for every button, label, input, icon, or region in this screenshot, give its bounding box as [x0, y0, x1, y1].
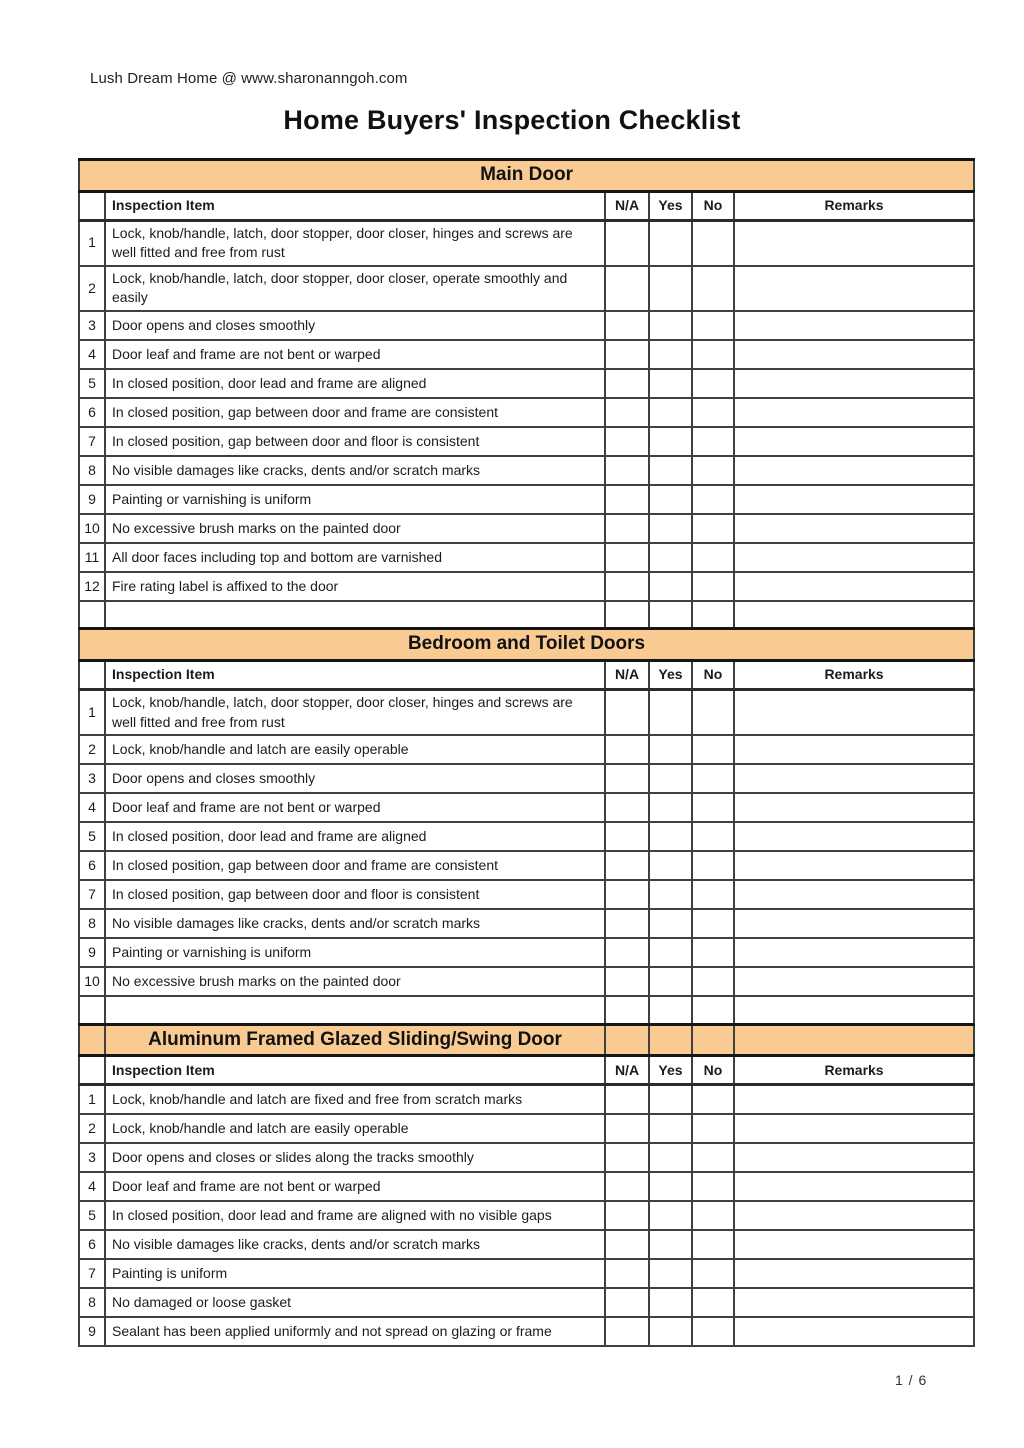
no-checkbox-cell[interactable]: [692, 909, 734, 938]
remarks-input-cell[interactable]: [734, 601, 974, 629]
remarks-input-cell[interactable]: [734, 996, 974, 1024]
checklist-row: [79, 764, 974, 793]
row-number: 3: [79, 764, 105, 793]
na-checkbox-cell[interactable]: [605, 1172, 649, 1201]
remarks-input-cell[interactable]: [734, 938, 974, 967]
no-checkbox-cell[interactable]: [692, 938, 734, 967]
row-number: 8: [79, 456, 105, 485]
yes-checkbox-cell[interactable]: [649, 1230, 692, 1259]
column-header-row: [79, 1056, 974, 1085]
na-checkbox-cell[interactable]: [605, 1230, 649, 1259]
remarks-input-cell[interactable]: [734, 266, 974, 311]
yes-checkbox-cell[interactable]: [649, 572, 692, 601]
inspection-item-text: Painting or varnishing is uniform: [105, 485, 605, 514]
no-checkbox-cell[interactable]: [692, 996, 734, 1024]
na-checkbox-cell[interactable]: [605, 340, 649, 369]
checklist-row: [79, 456, 974, 485]
checklist-row: [79, 822, 974, 851]
row-number: 10: [79, 514, 105, 543]
row-number: 8: [79, 1288, 105, 1317]
column-header-inspection-item: Inspection Item: [105, 1056, 605, 1085]
inspection-item-text: Door leaf and frame are not bent or warped: [105, 340, 605, 369]
na-checkbox-cell[interactable]: [605, 690, 649, 736]
yes-checkbox-cell[interactable]: [649, 1288, 692, 1317]
row-number: 4: [79, 1172, 105, 1201]
column-header-na: N/A: [605, 661, 649, 690]
yes-checkbox-cell[interactable]: [649, 456, 692, 485]
checklist-row: [79, 369, 974, 398]
na-checkbox-cell[interactable]: [605, 909, 649, 938]
checklist-row: [79, 880, 974, 909]
na-checkbox-cell[interactable]: [605, 880, 649, 909]
inspection-item-text: Lock, knob/handle, latch, door stopper, door closer, hinges and screws are well fitted and free from rust: [105, 690, 605, 736]
column-header-remarks: Remarks: [734, 661, 974, 690]
section-title: Main Door: [79, 160, 974, 192]
remarks-input-cell[interactable]: [734, 514, 974, 543]
inspection-item-text: [105, 996, 605, 1024]
inspection-item-text: Lock, knob/handle and latch are fixed and free from scratch marks: [105, 1085, 605, 1114]
inspection-item-text: All door faces including top and bottom are varnished: [105, 543, 605, 572]
inspection-item-text: No excessive brush marks on the painted door: [105, 967, 605, 996]
no-checkbox-cell[interactable]: [692, 485, 734, 514]
remarks-input-cell[interactable]: [734, 340, 974, 369]
inspection-item-text: Door leaf and frame are not bent or warped: [105, 793, 605, 822]
section-header-row: [79, 629, 974, 661]
no-checkbox-cell[interactable]: [692, 1114, 734, 1143]
row-number: 6: [79, 851, 105, 880]
row-number: 9: [79, 485, 105, 514]
no-checkbox-cell[interactable]: [692, 1085, 734, 1114]
row-number: 8: [79, 909, 105, 938]
na-checkbox-cell[interactable]: [605, 220, 649, 266]
checklist-row: [79, 1259, 974, 1288]
na-checkbox-cell[interactable]: [605, 601, 649, 629]
na-checkbox-cell[interactable]: [605, 764, 649, 793]
na-checkbox-cell[interactable]: [605, 1201, 649, 1230]
remarks-input-cell[interactable]: [734, 1230, 974, 1259]
remarks-input-cell[interactable]: [734, 311, 974, 340]
empty-row: [79, 601, 974, 629]
remarks-input-cell[interactable]: [734, 220, 974, 266]
yes-checkbox-cell[interactable]: [649, 340, 692, 369]
inspection-item-text: In closed position, door lead and frame are aligned: [105, 822, 605, 851]
inspection-item-text: Door opens and closes smoothly: [105, 311, 605, 340]
checklist-row: [79, 485, 974, 514]
checklist-row: [79, 220, 974, 266]
column-header-number: [79, 1056, 105, 1085]
no-checkbox-cell[interactable]: [692, 690, 734, 736]
section-title: Bedroom and Toilet Doors: [79, 629, 974, 661]
checklist-row: [79, 1317, 974, 1346]
yes-checkbox-cell[interactable]: [649, 1259, 692, 1288]
row-number: 7: [79, 427, 105, 456]
na-checkbox-cell[interactable]: [605, 456, 649, 485]
column-header-na: N/A: [605, 191, 649, 220]
no-checkbox-cell[interactable]: [692, 398, 734, 427]
row-number: 1: [79, 1085, 105, 1114]
na-checkbox-cell[interactable]: [605, 311, 649, 340]
remarks-input-cell[interactable]: [734, 485, 974, 514]
checklist-row: [79, 1143, 974, 1172]
row-number: 10: [79, 967, 105, 996]
remarks-input-cell[interactable]: [734, 543, 974, 572]
na-checkbox-cell[interactable]: [605, 735, 649, 764]
remarks-input-cell[interactable]: [734, 398, 974, 427]
inspection-item-text: Fire rating label is affixed to the door: [105, 572, 605, 601]
checklist-row: [79, 1114, 974, 1143]
no-checkbox-cell[interactable]: [692, 764, 734, 793]
row-number: 4: [79, 340, 105, 369]
column-header-yes: Yes: [649, 661, 692, 690]
yes-checkbox-cell[interactable]: [649, 543, 692, 572]
row-number: 5: [79, 369, 105, 398]
checklist-row: [79, 690, 974, 736]
checklist-row: [79, 1288, 974, 1317]
remarks-input-cell[interactable]: [734, 880, 974, 909]
remarks-input-cell[interactable]: [734, 822, 974, 851]
yes-checkbox-cell[interactable]: [649, 220, 692, 266]
section-band-no-cell: [692, 1024, 734, 1056]
yes-checkbox-cell[interactable]: [649, 1114, 692, 1143]
na-checkbox-cell[interactable]: [605, 266, 649, 311]
no-checkbox-cell[interactable]: [692, 1317, 734, 1346]
row-number: 6: [79, 1230, 105, 1259]
section-band-corner-cell: [79, 1024, 105, 1056]
no-checkbox-cell[interactable]: [692, 572, 734, 601]
no-checkbox-cell[interactable]: [692, 266, 734, 311]
row-number: 9: [79, 1317, 105, 1346]
inspection-item-text: No damaged or loose gasket: [105, 1288, 605, 1317]
checklist-row: [79, 851, 974, 880]
inspection-checklist-table: [78, 158, 975, 1347]
inspection-item-text: No visible damages like cracks, dents and/or scratch marks: [105, 456, 605, 485]
no-checkbox-cell[interactable]: [692, 427, 734, 456]
section-band-yes-cell: [649, 1024, 692, 1056]
checklist-row: [79, 543, 974, 572]
inspection-item-text: Painting or varnishing is uniform: [105, 938, 605, 967]
na-checkbox-cell[interactable]: [605, 514, 649, 543]
inspection-item-text: [105, 601, 605, 629]
no-checkbox-cell[interactable]: [692, 735, 734, 764]
row-number: 3: [79, 1143, 105, 1172]
inspection-item-text: Door leaf and frame are not bent or warped: [105, 1172, 605, 1201]
checklist-row: [79, 340, 974, 369]
column-header-row: [79, 191, 974, 220]
checklist-row: [79, 1085, 974, 1114]
no-checkbox-cell[interactable]: [692, 1172, 734, 1201]
row-number: 7: [79, 1259, 105, 1288]
no-checkbox-cell[interactable]: [692, 1201, 734, 1230]
inspection-item-text: No visible damages like cracks, dents and/or scratch marks: [105, 909, 605, 938]
na-checkbox-cell[interactable]: [605, 1317, 649, 1346]
remarks-input-cell[interactable]: [734, 735, 974, 764]
remarks-input-cell[interactable]: [734, 967, 974, 996]
column-header-no: No: [692, 661, 734, 690]
remarks-input-cell[interactable]: [734, 1288, 974, 1317]
inspection-item-text: Lock, knob/handle and latch are easily operable: [105, 1114, 605, 1143]
na-checkbox-cell[interactable]: [605, 1259, 649, 1288]
yes-checkbox-cell[interactable]: [649, 764, 692, 793]
yes-checkbox-cell[interactable]: [649, 851, 692, 880]
row-number: 2: [79, 266, 105, 311]
remarks-input-cell[interactable]: [734, 1143, 974, 1172]
column-header-number: [79, 661, 105, 690]
checklist-row: [79, 266, 974, 311]
na-checkbox-cell[interactable]: [605, 572, 649, 601]
remarks-input-cell[interactable]: [734, 1172, 974, 1201]
inspection-item-text: No visible damages like cracks, dents and/or scratch marks: [105, 1230, 605, 1259]
yes-checkbox-cell[interactable]: [649, 485, 692, 514]
no-checkbox-cell[interactable]: [692, 601, 734, 629]
inspection-item-text: Lock, knob/handle, latch, door stopper, door closer, operate smoothly and easily: [105, 266, 605, 311]
checklist-row: [79, 793, 974, 822]
remarks-input-cell[interactable]: [734, 1085, 974, 1114]
no-checkbox-cell[interactable]: [692, 793, 734, 822]
remarks-input-cell[interactable]: [734, 1201, 974, 1230]
section-band-na-cell: [605, 1024, 649, 1056]
row-number: 2: [79, 1114, 105, 1143]
remarks-input-cell[interactable]: [734, 1259, 974, 1288]
remarks-input-cell[interactable]: [734, 1114, 974, 1143]
row-number: [79, 601, 105, 629]
row-number: 2: [79, 735, 105, 764]
inspection-item-text: In closed position, door lead and frame are aligned with no visible gaps: [105, 1201, 605, 1230]
row-number: 1: [79, 220, 105, 266]
checklist-row: [79, 1172, 974, 1201]
na-checkbox-cell[interactable]: [605, 1085, 649, 1114]
remarks-input-cell[interactable]: [734, 851, 974, 880]
column-header-inspection-item: Inspection Item: [105, 661, 605, 690]
column-header-inspection-item: Inspection Item: [105, 191, 605, 220]
checklist-row: [79, 514, 974, 543]
no-checkbox-cell[interactable]: [692, 967, 734, 996]
section-title: Aluminum Framed Glazed Sliding/Swing Door: [105, 1024, 605, 1056]
na-checkbox-cell[interactable]: [605, 398, 649, 427]
yes-checkbox-cell[interactable]: [649, 793, 692, 822]
yes-checkbox-cell[interactable]: [649, 266, 692, 311]
checklist-row: [79, 311, 974, 340]
yes-checkbox-cell[interactable]: [649, 735, 692, 764]
no-checkbox-cell[interactable]: [692, 880, 734, 909]
inspection-item-text: No excessive brush marks on the painted door: [105, 514, 605, 543]
yes-checkbox-cell[interactable]: [649, 427, 692, 456]
row-number: 7: [79, 880, 105, 909]
empty-row: [79, 996, 974, 1024]
inspection-item-text: In closed position, gap between door and floor is consistent: [105, 427, 605, 456]
inspection-item-text: Lock, knob/handle, latch, door stopper, door closer, hinges and screws are well fitted and free from rust: [105, 220, 605, 266]
remarks-input-cell[interactable]: [734, 909, 974, 938]
remarks-input-cell[interactable]: [734, 572, 974, 601]
na-checkbox-cell[interactable]: [605, 793, 649, 822]
column-header-yes: Yes: [649, 1056, 692, 1085]
column-header-na: N/A: [605, 1056, 649, 1085]
page-title: Home Buyers' Inspection Checklist: [283, 105, 741, 135]
remarks-input-cell[interactable]: [734, 369, 974, 398]
column-header-no: No: [692, 1056, 734, 1085]
page-number-indicator: 1 / 6: [895, 1372, 928, 1388]
inspection-item-text: Door opens and closes smoothly: [105, 764, 605, 793]
yes-checkbox-cell[interactable]: [649, 514, 692, 543]
inspection-item-text: Lock, knob/handle and latch are easily operable: [105, 735, 605, 764]
row-number: 9: [79, 938, 105, 967]
checklist-row: [79, 1230, 974, 1259]
no-checkbox-cell[interactable]: [692, 1259, 734, 1288]
section-band-remarks-cell: [734, 1024, 974, 1056]
checklist-table-body: [79, 160, 974, 1346]
section-header-row: [79, 160, 974, 192]
row-number: 12: [79, 572, 105, 601]
column-header-no: No: [692, 191, 734, 220]
checklist-row: [79, 735, 974, 764]
checklist-row: [79, 909, 974, 938]
na-checkbox-cell[interactable]: [605, 543, 649, 572]
no-checkbox-cell[interactable]: [692, 543, 734, 572]
na-checkbox-cell[interactable]: [605, 967, 649, 996]
yes-checkbox-cell[interactable]: [649, 880, 692, 909]
na-checkbox-cell[interactable]: [605, 427, 649, 456]
no-checkbox-cell[interactable]: [692, 456, 734, 485]
no-checkbox-cell[interactable]: [692, 1143, 734, 1172]
no-checkbox-cell[interactable]: [692, 514, 734, 543]
yes-checkbox-cell[interactable]: [649, 909, 692, 938]
yes-checkbox-cell[interactable]: [649, 311, 692, 340]
yes-checkbox-cell[interactable]: [649, 1085, 692, 1114]
column-header-row: [79, 661, 974, 690]
brand-header: Lush Dream Home @ www.sharonanngoh.com: [90, 70, 408, 87]
row-number: 6: [79, 398, 105, 427]
inspection-item-text: In closed position, gap between door and floor is consistent: [105, 880, 605, 909]
remarks-input-cell[interactable]: [734, 456, 974, 485]
yes-checkbox-cell[interactable]: [649, 1317, 692, 1346]
no-checkbox-cell[interactable]: [692, 340, 734, 369]
inspection-item-text: In closed position, door lead and frame are aligned: [105, 369, 605, 398]
na-checkbox-cell[interactable]: [605, 938, 649, 967]
no-checkbox-cell[interactable]: [692, 369, 734, 398]
remarks-input-cell[interactable]: [734, 793, 974, 822]
no-checkbox-cell[interactable]: [692, 1288, 734, 1317]
na-checkbox-cell[interactable]: [605, 851, 649, 880]
checklist-row: [79, 398, 974, 427]
checklist-row: [79, 1201, 974, 1230]
column-header-yes: Yes: [649, 191, 692, 220]
na-checkbox-cell[interactable]: [605, 996, 649, 1024]
yes-checkbox-cell[interactable]: [649, 369, 692, 398]
na-checkbox-cell[interactable]: [605, 1288, 649, 1317]
no-checkbox-cell[interactable]: [692, 822, 734, 851]
checklist-row: [79, 572, 974, 601]
yes-checkbox-cell[interactable]: [649, 822, 692, 851]
no-checkbox-cell[interactable]: [692, 851, 734, 880]
na-checkbox-cell[interactable]: [605, 369, 649, 398]
row-number: [79, 996, 105, 1024]
row-number: 11: [79, 543, 105, 572]
yes-checkbox-cell[interactable]: [649, 601, 692, 629]
checklist-row: [79, 967, 974, 996]
checklist-row: [79, 427, 974, 456]
yes-checkbox-cell[interactable]: [649, 690, 692, 736]
row-number: 3: [79, 311, 105, 340]
row-number: 5: [79, 822, 105, 851]
na-checkbox-cell[interactable]: [605, 822, 649, 851]
no-checkbox-cell[interactable]: [692, 220, 734, 266]
yes-checkbox-cell[interactable]: [649, 1201, 692, 1230]
yes-checkbox-cell[interactable]: [649, 398, 692, 427]
na-checkbox-cell[interactable]: [605, 1143, 649, 1172]
checklist-row: [79, 938, 974, 967]
na-checkbox-cell[interactable]: [605, 1114, 649, 1143]
column-header-remarks: Remarks: [734, 191, 974, 220]
yes-checkbox-cell[interactable]: [649, 1172, 692, 1201]
yes-checkbox-cell[interactable]: [649, 967, 692, 996]
na-checkbox-cell[interactable]: [605, 485, 649, 514]
inspection-item-text: In closed position, gap between door and frame are consistent: [105, 851, 605, 880]
yes-checkbox-cell[interactable]: [649, 1143, 692, 1172]
remarks-input-cell[interactable]: [734, 764, 974, 793]
column-header-number: [79, 191, 105, 220]
section-header-row: [79, 1024, 974, 1056]
row-number: 4: [79, 793, 105, 822]
inspection-item-text: Painting is uniform: [105, 1259, 605, 1288]
inspection-item-text: Door opens and closes or slides along the tracks smoothly: [105, 1143, 605, 1172]
inspection-item-text: In closed position, gap between door and frame are consistent: [105, 398, 605, 427]
yes-checkbox-cell[interactable]: [649, 996, 692, 1024]
no-checkbox-cell[interactable]: [692, 1230, 734, 1259]
yes-checkbox-cell[interactable]: [649, 938, 692, 967]
remarks-input-cell[interactable]: [734, 1317, 974, 1346]
column-header-remarks: Remarks: [734, 1056, 974, 1085]
remarks-input-cell[interactable]: [734, 427, 974, 456]
row-number: 5: [79, 1201, 105, 1230]
remarks-input-cell[interactable]: [734, 690, 974, 736]
no-checkbox-cell[interactable]: [692, 311, 734, 340]
row-number: 1: [79, 690, 105, 736]
inspection-item-text: Sealant has been applied uniformly and not spread on glazing or frame: [105, 1317, 605, 1346]
